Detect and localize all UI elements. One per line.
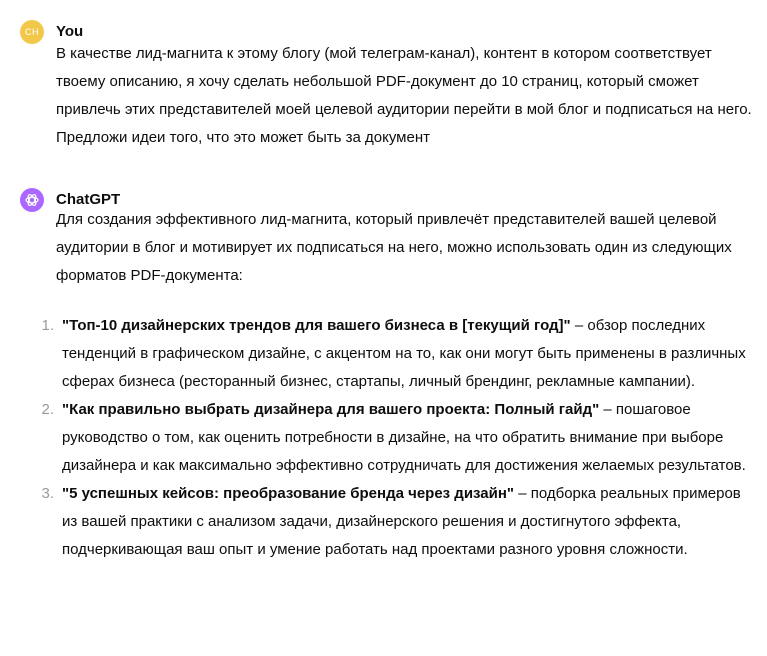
assistant-author-name: ChatGPT [56,191,121,208]
list-item-number: 2. [41,401,54,418]
assistant-response [41,206,755,564]
list-item-title: "5 успешных кейсов: преобразование бренда через дизайн" [62,485,515,502]
list-item [41,396,755,480]
assistant-intro: Для создания эффективного лид-магнита, который привлечёт представителей вашей целевой аудитории в блог и мотивирует их подписаться на него, можно использовать один из следующих форматов PDF-документа: [56,211,732,284]
user-avatar [20,20,44,44]
chatgpt-logo-icon [20,188,44,212]
list-item-title: "Как правильно выбрать дизайнера для вашего проекта: Полный гайд" [62,401,600,418]
list-item [41,480,755,564]
ideas-list [41,312,755,564]
openai-icon [24,192,40,208]
list-item-title: "Топ-10 дизайнерских трендов для вашего бизнеса в [текущий год]" [62,317,571,334]
user-author-name: You [56,23,84,40]
list-item-number: 1. [41,317,54,334]
list-item-number: 3. [41,485,54,502]
list-item [41,312,755,396]
list-item-text: – подборка реальных примеров из вашей практики с анализом задачи, дизайнерского решения и достигнутого эффекта, подчеркивающая ваш опыт и умение работать над проектами разного уровня сложности. [62,485,741,558]
user-message-text: В качестве лид-магнита к этому блогу (мой телеграм-канал), контент в котором соответствует твоему описанию, я хочу сделать небольшой PDF-документ до 10 страниц, который сможет привлечь этих представителей моей целевой аудитории перейти в мой блог и подписаться на него. Предложи идеи того, что это может быть за документ [56,45,752,146]
list-item-text: – пошаговое руководство о том, как оценить потребности в дизайне, на что обратить внимание при выборе дизайнера и как максимально эффективно сотрудничать для достижения желаемых результатов. [62,401,746,474]
user-avatar-initials: CH [25,27,39,37]
list-item-text: – обзор последних тенденций в графическом дизайне, с акцентом на то, как они могут быть применены в различных сферах бизнеса (ресторанный бизнес, стартапы, личный брендинг, рекламные кампании). [62,317,746,390]
